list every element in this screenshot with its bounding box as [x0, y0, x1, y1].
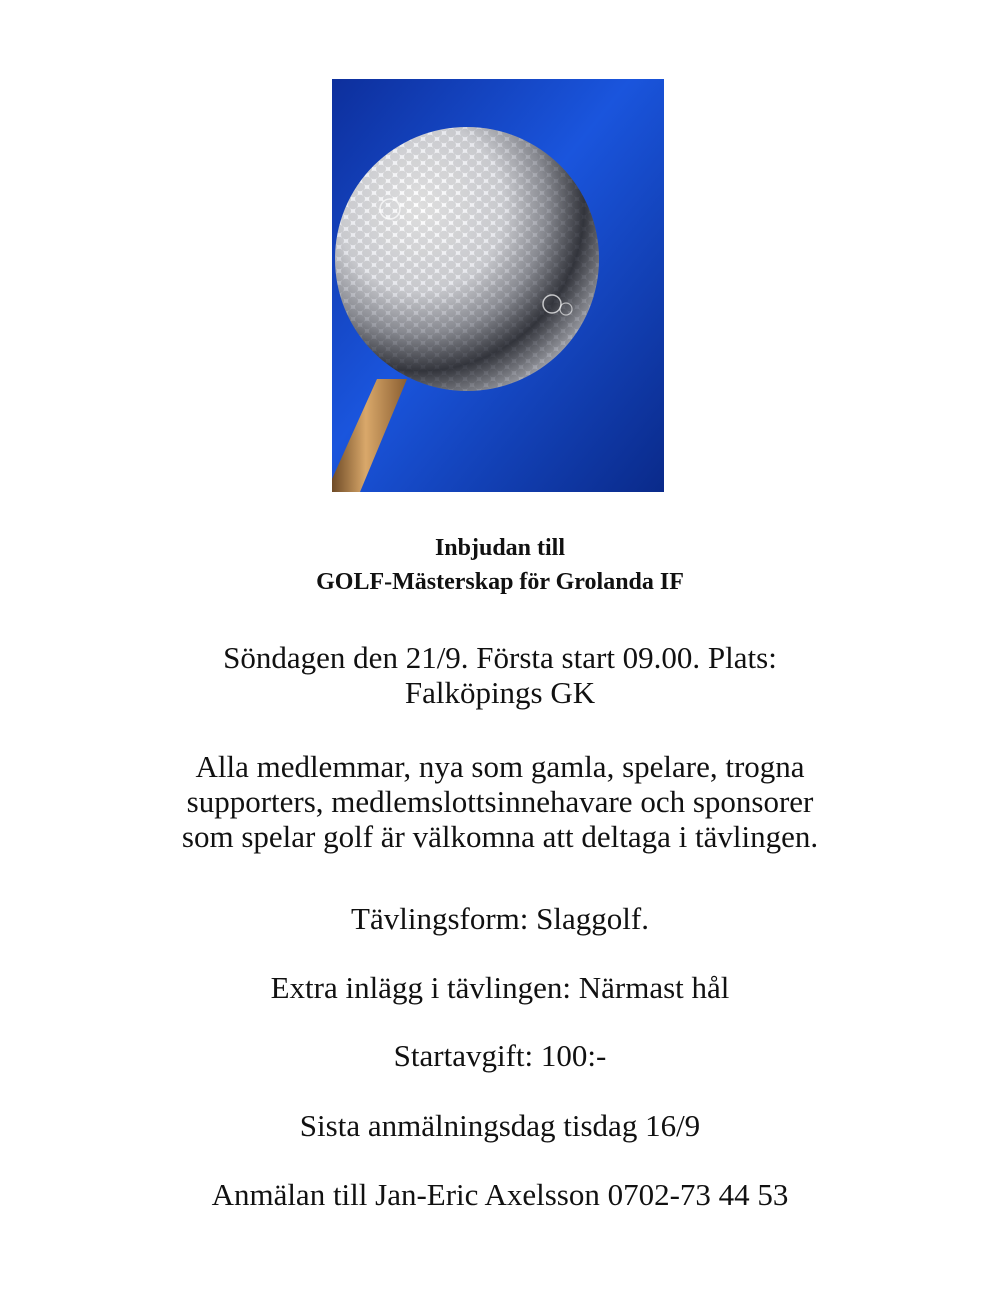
place-line: Falköpings GK: [404, 675, 596, 710]
registration-contact: Anmälan till Jan-Eric Axelsson 0702-73 44 53: [211, 1177, 789, 1212]
invite-text: [100, 749, 900, 854]
invite-line: supporters, medlemslottsinnehavare och sponsorer: [186, 784, 814, 819]
entry-fee: Startavgift: 100:-: [393, 1038, 607, 1073]
invite-line: Alla medlemmar, nya som gamla, spelare, trogna: [195, 749, 805, 784]
golf-ball-photo: [332, 79, 664, 492]
registration-deadline: Sista anmälningsdag tisdag 16/9: [299, 1108, 701, 1143]
date-line: Söndagen den 21/9. Första start 09.00. Plats:: [223, 640, 777, 675]
event-title: GOLF-Mästerskap för Grolanda IF: [316, 569, 684, 595]
invitation-heading: Inbjudan till: [434, 535, 566, 561]
extra-competition: Extra inlägg i tävlingen: Närmast hål: [270, 970, 730, 1005]
competition-format: Tävlingsform: Slaggolf.: [351, 901, 649, 936]
date-and-place: [100, 640, 900, 710]
invite-line: som spelar golf är välkomna att deltaga i tävlingen.: [181, 819, 819, 854]
